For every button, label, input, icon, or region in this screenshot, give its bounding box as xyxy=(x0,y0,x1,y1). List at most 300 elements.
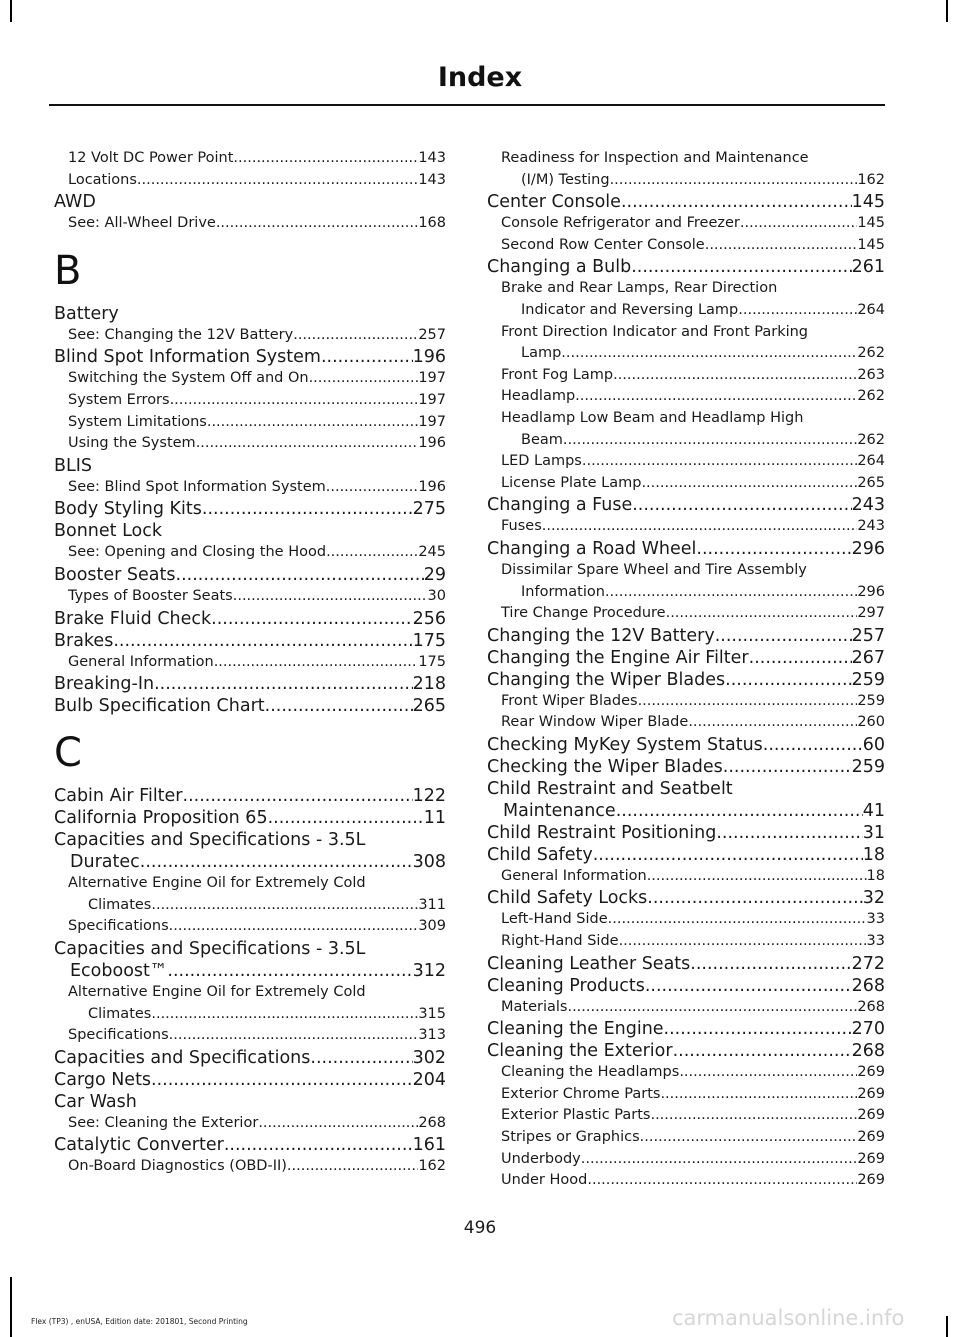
dot-leader xyxy=(575,386,857,408)
index-subentry[interactable] xyxy=(54,170,446,192)
index-entry[interactable] xyxy=(487,494,885,516)
entry-text: Body Styling Kits xyxy=(54,499,202,520)
index-subentry[interactable] xyxy=(487,213,885,235)
entry-text: See: All-Wheel Drive xyxy=(68,215,216,232)
crop-mark-bottom-left xyxy=(10,1277,12,1337)
entry-page: 162 xyxy=(857,171,885,188)
index-subentry[interactable] xyxy=(54,1156,446,1178)
dot-leader xyxy=(605,582,857,604)
index-subentry[interactable] xyxy=(54,477,446,499)
dot-leader xyxy=(309,368,419,390)
entry-text: Dissimilar Spare Wheel and Tire Assembly xyxy=(501,561,807,578)
entry-text: Brake Fluid Check xyxy=(54,608,212,629)
index-entry[interactable] xyxy=(54,608,446,630)
index-subentry[interactable] xyxy=(487,712,885,734)
index-subentry[interactable] xyxy=(54,433,446,455)
dot-leader xyxy=(582,451,857,473)
entry-text-continued: Beam xyxy=(521,431,563,448)
index-subentry[interactable] xyxy=(54,412,446,434)
entry-text: Checking MyKey System Status xyxy=(487,734,763,755)
index-subentry[interactable] xyxy=(487,560,885,582)
entry-page: 261 xyxy=(851,257,885,278)
index-subentry-continued[interactable] xyxy=(487,300,885,322)
index-entry[interactable] xyxy=(54,673,446,695)
index-subentry[interactable] xyxy=(487,1170,885,1192)
dot-leader xyxy=(151,1069,413,1091)
index-entry[interactable] xyxy=(54,191,446,213)
dot-leader xyxy=(258,1113,418,1135)
index-subentry[interactable] xyxy=(54,652,446,674)
entry-text: See: Opening and Closing the Hood xyxy=(68,544,327,561)
dot-leader xyxy=(690,953,851,975)
entry-page: 243 xyxy=(857,518,885,535)
index-subentry-continued[interactable] xyxy=(487,430,885,452)
index-subentry-continued[interactable] xyxy=(487,170,885,192)
index-entry[interactable] xyxy=(54,630,446,652)
index-entry[interactable] xyxy=(54,303,446,325)
index-entry[interactable] xyxy=(54,520,446,542)
entry-text: Right-Hand Side xyxy=(501,933,619,950)
entry-text-continued: Lamp xyxy=(521,345,562,362)
entry-page: 197 xyxy=(418,391,446,408)
entry-page: 265 xyxy=(412,696,446,717)
entry-page: 245 xyxy=(418,544,446,561)
entry-page: 143 xyxy=(418,150,446,166)
page-number: 496 xyxy=(463,1218,497,1238)
dot-leader xyxy=(321,346,413,368)
index-entry[interactable] xyxy=(487,953,885,975)
entry-page: 270 xyxy=(851,1019,885,1040)
entry-page: 11 xyxy=(423,808,446,829)
entry-text: Brakes xyxy=(54,630,114,651)
entry-page: 308 xyxy=(412,852,446,873)
entry-text: Changing the Engine Air Filter xyxy=(487,647,749,668)
index-subentry[interactable] xyxy=(54,390,446,412)
index-entry-continued[interactable] xyxy=(487,800,885,822)
index-entry[interactable] xyxy=(487,625,885,647)
entry-page: 269 xyxy=(857,1172,885,1189)
entry-text: Changing a Road Wheel xyxy=(487,538,697,559)
entry-page: 175 xyxy=(412,630,446,651)
dot-leader xyxy=(647,866,867,888)
entry-text: Brake and Rear Lamps, Rear Direction xyxy=(501,280,778,297)
index-subentry-continued[interactable] xyxy=(487,582,885,604)
entry-text: Child Restraint and Seatbelt xyxy=(487,778,733,799)
dot-leader xyxy=(587,1170,857,1192)
index-entry-continued[interactable] xyxy=(54,960,446,982)
dot-leader xyxy=(647,887,862,909)
entry-text: Child Restraint Positioning xyxy=(487,822,717,843)
entry-text: Child Safety Locks xyxy=(487,888,648,909)
dot-leader xyxy=(581,1149,858,1171)
dot-leader xyxy=(268,807,424,829)
entry-page: 259 xyxy=(857,692,885,709)
crop-mark-top-left xyxy=(10,0,12,22)
index-entry[interactable] xyxy=(487,734,885,756)
dot-leader xyxy=(137,170,418,192)
entry-text: Rear Window Wiper Blade xyxy=(501,714,689,731)
index-subentry[interactable] xyxy=(487,1149,885,1171)
entry-text: Underbody xyxy=(501,1150,581,1167)
entry-text: See: Cleaning the Exterior xyxy=(68,1114,259,1131)
index-entry-continued[interactable] xyxy=(54,851,446,873)
entry-page: 259 xyxy=(851,756,885,777)
index-subentry[interactable] xyxy=(54,213,446,235)
entry-page: 145 xyxy=(857,236,885,253)
dot-leader xyxy=(725,669,851,691)
entry-text: Cargo Nets xyxy=(54,1069,152,1090)
entry-page: 33 xyxy=(866,933,885,950)
dot-leader xyxy=(673,1040,852,1062)
entry-page: 268 xyxy=(857,998,885,1015)
dot-leader xyxy=(593,844,863,866)
dot-leader xyxy=(763,734,863,756)
entry-text: Cleaning the Exterior xyxy=(487,1041,673,1062)
dot-leader xyxy=(224,1134,413,1156)
entry-text: Specifications xyxy=(68,918,169,935)
dot-leader xyxy=(113,630,412,652)
entry-page: 29 xyxy=(423,564,446,585)
dot-leader xyxy=(696,538,851,560)
crop-mark-top-right xyxy=(946,0,948,22)
entry-page: 218 xyxy=(412,674,446,695)
entry-page: 262 xyxy=(857,388,885,405)
dot-leader xyxy=(688,712,857,734)
entry-page: 296 xyxy=(851,538,885,559)
index-entry[interactable] xyxy=(54,807,446,829)
entry-page: 197 xyxy=(418,413,446,430)
dot-leader xyxy=(310,1047,412,1069)
entry-text: Bonnet Lock xyxy=(54,521,162,542)
entry-text: General Information xyxy=(501,867,647,884)
entry-page: 60 xyxy=(862,734,885,755)
dot-leader xyxy=(170,390,419,412)
index-subentry-continued[interactable] xyxy=(487,343,885,365)
index-entry[interactable] xyxy=(487,538,885,560)
entry-text: Booster Seats xyxy=(54,564,176,585)
index-entry[interactable] xyxy=(487,1018,885,1040)
dot-leader xyxy=(287,1156,418,1178)
index-column-right xyxy=(487,148,885,1192)
index-subentry[interactable] xyxy=(487,322,885,344)
entry-text: Front Fog Lamp xyxy=(501,366,614,383)
dot-leader xyxy=(216,213,418,235)
entry-page: 268 xyxy=(851,975,885,996)
index-entry[interactable] xyxy=(487,822,885,844)
header-rule xyxy=(49,104,885,106)
entry-text: General Information xyxy=(68,653,214,670)
index-entry[interactable] xyxy=(54,498,446,520)
entry-text: Catalytic Converter xyxy=(54,1135,224,1156)
index-entry[interactable] xyxy=(54,1069,446,1091)
entry-text: Capacities and Specifications xyxy=(54,1047,311,1068)
entry-text-continued: Duratec xyxy=(70,852,140,873)
entry-text: Exterior Plastic Parts xyxy=(501,1107,651,1124)
dot-leader xyxy=(641,473,857,495)
dot-leader xyxy=(211,608,412,630)
index-subentry[interactable] xyxy=(54,873,446,895)
entry-text: AWD xyxy=(54,192,96,213)
index-subentry[interactable] xyxy=(487,148,885,170)
entry-page: 161 xyxy=(412,1135,446,1156)
entry-text: Tire Change Procedure xyxy=(501,605,666,622)
entry-text: Types of Booster Seats xyxy=(68,587,233,604)
index-subentry[interactable] xyxy=(487,516,885,538)
index-entry[interactable] xyxy=(487,887,885,909)
entry-text-continued: Maintenance xyxy=(503,800,616,821)
entry-page: 162 xyxy=(418,1158,446,1175)
index-subentry[interactable] xyxy=(54,916,446,938)
entry-page: 267 xyxy=(851,647,885,668)
index-subentry[interactable] xyxy=(487,473,885,495)
dot-leader xyxy=(202,498,413,520)
index-entry[interactable] xyxy=(54,455,446,477)
entry-text: Center Console xyxy=(487,192,621,213)
dot-leader xyxy=(154,673,413,695)
entry-page: 197 xyxy=(418,370,446,387)
entry-text-continued: Information xyxy=(521,583,605,600)
entry-page: 265 xyxy=(857,474,885,491)
index-entry[interactable] xyxy=(54,938,446,960)
index-subentry[interactable] xyxy=(54,325,446,347)
index-subentry[interactable] xyxy=(487,1105,885,1127)
index-entry[interactable] xyxy=(54,785,446,807)
entry-page: 196 xyxy=(418,478,446,495)
dot-leader xyxy=(326,542,418,564)
entry-text: See: Blind Spot Information System xyxy=(68,478,326,495)
dot-leader xyxy=(561,343,857,365)
dot-leader xyxy=(616,800,863,822)
entry-text: Cleaning Leather Seats xyxy=(487,953,691,974)
entry-page: 312 xyxy=(412,960,446,981)
entry-page: 269 xyxy=(857,1129,885,1146)
entry-text: Second Row Center Console xyxy=(501,236,705,253)
entry-text: Child Safety xyxy=(487,844,593,865)
entry-text: Changing the Wiper Blades xyxy=(487,669,726,690)
entry-page: 269 xyxy=(857,1085,885,1102)
dot-leader xyxy=(140,851,413,873)
entry-text-continued: (I/M) Testing xyxy=(521,171,610,188)
entry-text: LED Lamps xyxy=(501,453,582,470)
index-subentry[interactable] xyxy=(487,1062,885,1084)
dot-leader xyxy=(638,691,858,713)
dot-leader xyxy=(293,325,418,347)
entry-text-continued: Climates xyxy=(88,896,152,913)
index-entry[interactable] xyxy=(487,975,885,997)
index-subentry[interactable] xyxy=(54,982,446,1004)
entry-page: 262 xyxy=(857,431,885,448)
index-entry[interactable] xyxy=(487,647,885,669)
entry-page: 269 xyxy=(857,1107,885,1124)
index-subentry[interactable] xyxy=(487,603,885,625)
dot-leader xyxy=(183,785,413,807)
index-subentry[interactable] xyxy=(487,909,885,931)
entry-page: 256 xyxy=(412,608,446,629)
index-subentry[interactable] xyxy=(487,691,885,713)
index-entry[interactable] xyxy=(487,191,885,213)
entry-text: Headlamp Low Beam and Headlamp High xyxy=(501,409,804,426)
index-entry[interactable] xyxy=(487,778,885,800)
entry-text-continued: Ecoboost™ xyxy=(70,960,168,981)
entry-page: 311 xyxy=(418,896,446,913)
entry-page: 315 xyxy=(418,1005,446,1022)
index-entry[interactable] xyxy=(487,756,885,778)
section-letter: C xyxy=(54,730,82,777)
entry-page: 143 xyxy=(418,171,446,188)
index-subentry[interactable] xyxy=(487,451,885,473)
dot-leader xyxy=(738,300,857,322)
entry-text: Cabin Air Filter xyxy=(54,786,183,807)
dot-leader xyxy=(666,603,858,625)
entry-text: Stripes or Graphics xyxy=(501,1129,640,1146)
entry-text: Capacities and Specifications - 3.5L xyxy=(54,830,366,851)
index-subentry[interactable] xyxy=(54,1113,446,1135)
dot-leader xyxy=(610,170,858,192)
entry-text-continued: Climates xyxy=(88,1005,152,1022)
index-entry[interactable] xyxy=(487,844,885,866)
index-subentry[interactable] xyxy=(487,1127,885,1149)
entry-page: 243 xyxy=(851,495,885,516)
entry-page: 41 xyxy=(862,800,885,821)
index-subentry[interactable] xyxy=(487,931,885,953)
entry-page: 268 xyxy=(851,1041,885,1062)
index-subentry[interactable] xyxy=(54,586,446,608)
entry-text: Headlamp xyxy=(501,388,576,405)
dot-leader xyxy=(723,756,852,778)
index-subentry[interactable] xyxy=(487,386,885,408)
index-entry[interactable] xyxy=(54,1091,446,1113)
entry-text: Alternative Engine Oil for Extremely Cold xyxy=(68,875,366,892)
dot-leader xyxy=(542,516,858,538)
dot-leader xyxy=(167,960,412,982)
entry-text: Console Refrigerator and Freezer xyxy=(501,215,740,232)
entry-text: Battery xyxy=(54,303,119,324)
index-entry[interactable] xyxy=(54,564,446,586)
entry-text: Alternative Engine Oil for Extremely Cold xyxy=(68,983,366,1000)
dot-leader xyxy=(631,256,851,278)
entry-text: Front Direction Indicator and Front Parking xyxy=(501,323,809,340)
entry-text: BLIS xyxy=(54,455,93,476)
index-entry[interactable] xyxy=(54,829,446,851)
index-subentry[interactable] xyxy=(487,997,885,1019)
entry-text: Capacities and Specifications - 3.5L xyxy=(54,938,366,959)
entry-page: 302 xyxy=(412,1047,446,1068)
entry-page: 32 xyxy=(862,888,885,909)
entry-text: Changing the 12V Battery xyxy=(487,625,715,646)
dot-leader xyxy=(326,477,419,499)
dot-leader xyxy=(567,997,857,1019)
dot-leader xyxy=(608,909,867,931)
index-subentry[interactable] xyxy=(487,235,885,257)
dot-leader xyxy=(621,191,852,213)
entry-text: Locations xyxy=(68,171,137,188)
dot-leader xyxy=(660,1084,857,1106)
dot-leader xyxy=(265,695,413,717)
entry-page: 272 xyxy=(851,953,885,974)
index-subentry[interactable] xyxy=(487,866,885,888)
entry-page: 263 xyxy=(857,366,885,383)
dot-leader xyxy=(233,586,428,608)
section-letter: B xyxy=(54,247,82,294)
index-subentry[interactable] xyxy=(54,148,446,170)
entry-page: 309 xyxy=(418,918,446,935)
index-subentry-continued[interactable] xyxy=(54,895,446,917)
dot-leader xyxy=(645,975,852,997)
index-subentry[interactable] xyxy=(54,368,446,390)
entry-page: 18 xyxy=(866,867,885,884)
index-subentry[interactable] xyxy=(54,1025,446,1047)
entry-text: System Limitations xyxy=(68,413,207,430)
footer-text: Flex (TP3) , enUSA, Edition date: 201801, Second Printing xyxy=(31,1317,248,1326)
index-entry[interactable] xyxy=(54,346,446,368)
dot-leader xyxy=(613,365,857,387)
entry-page: 31 xyxy=(862,822,885,843)
dot-leader xyxy=(169,1025,419,1047)
index-subentry[interactable] xyxy=(487,1084,885,1106)
entry-text: Readiness for Inspection and Maintenance xyxy=(501,150,809,166)
entry-page: 18 xyxy=(862,844,885,865)
entry-page: 268 xyxy=(418,1114,446,1131)
dot-leader xyxy=(176,564,424,586)
index-entry[interactable] xyxy=(487,1040,885,1062)
entry-text: Bulb Specification Chart xyxy=(54,696,265,717)
entry-page: 264 xyxy=(857,453,885,470)
entry-text: On-Board Diagnostics (OBD-II) xyxy=(68,1158,287,1175)
entry-text: Specifications xyxy=(68,1027,169,1044)
entry-page: 122 xyxy=(412,786,446,807)
entry-text: Materials xyxy=(501,998,568,1015)
entry-text: Checking the Wiper Blades xyxy=(487,756,723,777)
dot-leader xyxy=(716,822,862,844)
index-entry[interactable] xyxy=(487,669,885,691)
dot-leader xyxy=(632,494,851,516)
entry-page: 269 xyxy=(857,1150,885,1167)
entry-page: 204 xyxy=(412,1069,446,1090)
dot-leader xyxy=(169,916,419,938)
entry-page: 168 xyxy=(418,215,446,232)
index-entry[interactable] xyxy=(54,1047,446,1069)
entry-page: 269 xyxy=(857,1064,885,1081)
dot-leader xyxy=(705,235,858,257)
dot-leader xyxy=(207,412,418,434)
entry-text: Using the System xyxy=(68,435,196,452)
index-subentry[interactable] xyxy=(487,278,885,300)
dot-leader xyxy=(619,931,867,953)
index-column-left xyxy=(54,148,446,1178)
entry-page: 196 xyxy=(418,435,446,452)
index-entry[interactable] xyxy=(54,695,446,717)
page-title: Index xyxy=(437,62,523,93)
dot-leader xyxy=(151,1004,418,1026)
entry-page: 30 xyxy=(427,587,446,604)
index-subentry-continued[interactable] xyxy=(54,1004,446,1026)
index-subentry[interactable] xyxy=(487,365,885,387)
index-entry[interactable] xyxy=(487,256,885,278)
entry-text: 12 Volt DC Power Point xyxy=(68,150,234,166)
entry-text: California Proposition 65 xyxy=(54,808,268,829)
entry-page: 262 xyxy=(857,345,885,362)
dot-leader xyxy=(151,895,418,917)
index-entry[interactable] xyxy=(54,1134,446,1156)
entry-text: License Plate Lamp xyxy=(501,474,642,491)
entry-text: System Errors xyxy=(68,391,170,408)
entry-text: Changing a Fuse xyxy=(487,495,633,516)
index-subentry[interactable] xyxy=(487,408,885,430)
dot-leader xyxy=(640,1127,858,1149)
entry-page: 145 xyxy=(851,192,885,213)
index-subentry[interactable] xyxy=(54,542,446,564)
entry-text: Cleaning the Headlamps xyxy=(501,1064,680,1081)
